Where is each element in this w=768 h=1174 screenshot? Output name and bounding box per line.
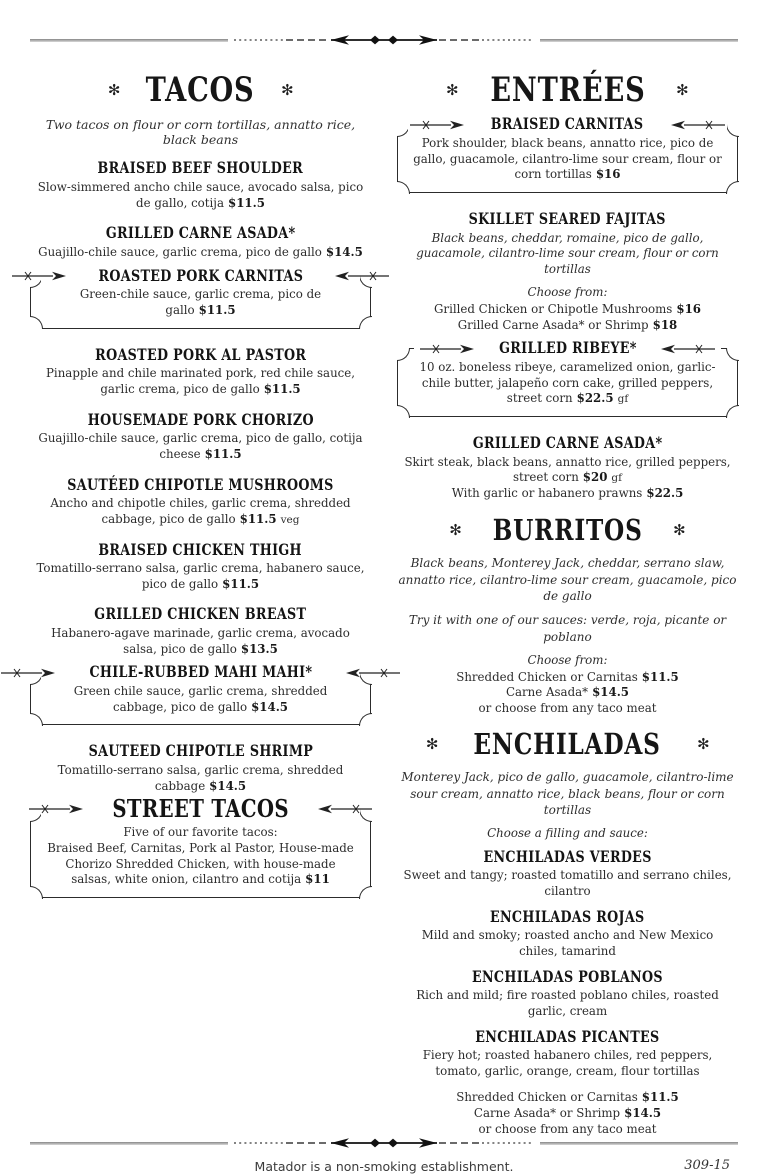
price: $14.5 [209, 778, 247, 793]
arrow-ornament-icon [671, 120, 725, 130]
section-title: BURRITOS [492, 512, 643, 547]
section-title: TACOS [146, 70, 255, 110]
item-name: ROASTED PORK CARNITAS [41, 267, 360, 285]
divider-arrows-icon [234, 34, 534, 46]
divider-line [540, 1142, 738, 1145]
item-option: Shredded Chicken or Carnitas $11.5 [456, 1089, 679, 1104]
arrow-ornament-icon [29, 804, 83, 814]
item-name: BRAISED CHICKEN THIGH [98, 539, 303, 559]
fleuron-icon: ✻ [107, 81, 121, 100]
burritos-heading [397, 512, 738, 547]
price: $14.5 [624, 1105, 662, 1120]
item-desc: Mild and smoky; roasted ancho and New Mexico chiles, tamarind [421, 928, 714, 959]
item-name: ENCHILADAS POBLANOS [472, 967, 663, 987]
item-desc: Five of our favorite tacos: [123, 825, 278, 840]
corner-notch [359, 713, 372, 726]
arrow-ornament-icon [318, 804, 372, 814]
item-desc: Guajillo-chile sauce, garlic crema, pico de gallo, cotija cheese $11.5 [38, 430, 363, 461]
arrow-ornament-icon [346, 668, 400, 678]
price: $22.5 [646, 486, 684, 501]
price: $16 [676, 301, 701, 316]
item-name: ENCHILADAS PICANTES [475, 1027, 660, 1046]
menu-item [30, 346, 371, 398]
price: $18 [652, 317, 678, 332]
item-desc: Braised Beef, Carnitas, Pork al Pastor, House-made Chorizo Shredded Chicken, with house-made salsas, white onion, cilantro and cotija $11 [47, 840, 354, 887]
price: $11.5 [204, 446, 242, 461]
corner-notch [726, 181, 739, 194]
price: $11.5 [263, 381, 301, 396]
fleuron-icon: ✻ [449, 521, 462, 540]
menu-item [30, 476, 371, 528]
item-name: GRILLED CARNE ASADA* [472, 433, 663, 453]
diet-tag: gf [611, 472, 623, 485]
price: $22.5 [576, 391, 614, 406]
enchilada-variant [397, 968, 738, 1020]
item-desc: With garlic or habanero prawns $22.5 [451, 486, 684, 501]
arrow-ornament-icon [1, 668, 55, 678]
item-desc: Guajillo-chile sauce, garlic crema, pico de gallo $14.5 [38, 244, 363, 259]
item-option: Carne Asada* or Shrimp $14.5 [473, 1105, 662, 1120]
item-desc: Ancho and chipotle chiles, garlic crema, shredded cabbage, pico de gallo $11.5 veg [50, 495, 351, 526]
burritos-sauces: Try it with one of our sauces: verde, roja, picante or poblano [408, 613, 727, 644]
price: $11.5 [641, 1089, 679, 1104]
item-option: or choose from any taco meat [478, 701, 657, 716]
price: $20 [582, 470, 608, 485]
item-desc: Tomatillo-serrano salsa, garlic crema, shredded cabbage $14.5 [57, 762, 344, 793]
section-title: ENCHILADAS [473, 726, 662, 761]
menu-item-featured [30, 265, 371, 329]
choose-label: Choose from: [527, 284, 608, 299]
menu-item [30, 224, 371, 260]
item-desc: Skirt steak, black beans, annatto rice, grilled peppers, street corn $20 gf [404, 454, 731, 485]
item-name: BRAISED CARNITAS [408, 115, 727, 133]
corner-notch [726, 405, 739, 418]
enchilada-variant [397, 908, 738, 960]
divider-line [30, 39, 228, 42]
divider-arrows-icon [234, 1137, 534, 1149]
price: $14.5 [251, 699, 289, 714]
menu-item [30, 541, 371, 593]
right-column [397, 70, 738, 1137]
burritos-desc: Black beans, Monterey Jack, cheddar, serrano slaw, annatto rice, cilantro-lime sour cream, guacamole, pico de gallo [398, 555, 737, 604]
menu-code: 309-15 [684, 1158, 730, 1174]
arrow-ornament-icon [661, 344, 715, 354]
item-option: or choose from any taco meat [478, 1121, 657, 1136]
menu-item-featured [397, 338, 738, 417]
item-name: SKILLET SEARED FAJITAS [468, 209, 667, 229]
item-desc: Green-chile sauce, garlic crema, pico de gallo $11.5 [79, 286, 322, 317]
corner-notch [726, 124, 739, 137]
item-option: Shredded Chicken or Carnitas $11.5 [456, 669, 679, 684]
corner-notch [359, 886, 372, 899]
item-option: Carne Asada* $14.5 [505, 685, 630, 700]
menu-item [30, 742, 371, 794]
tacos-section [30, 70, 371, 1137]
choose-label: Choose from: [527, 652, 608, 667]
arrow-ornament-icon [410, 120, 464, 130]
fleuron-icon: ✻ [425, 735, 439, 754]
item-desc: Sweet and tangy; roasted tomatillo and serrano chiles, cilantro [403, 868, 732, 899]
price: $11.5 [227, 195, 265, 210]
price: $11.5 [198, 302, 236, 317]
item-name: SAUTÉED CHIPOTLE MUSHROOMS [67, 474, 334, 494]
item-name: ROASTED PORK AL PASTOR [94, 344, 307, 364]
corner-notch [726, 348, 739, 361]
fleuron-icon: ✻ [676, 81, 690, 100]
item-desc: Fiery hot; roasted habanero chiles, red peppers, tomato, garlic, orange, cream, flour tortillas [422, 1048, 713, 1079]
price: $14.5 [592, 685, 630, 700]
item-desc: 10 oz. boneless ribeye, caramelized onion, garlic-chile butter, jalapeño corn cake, grilled peppers, street corn $22.5 gf [419, 359, 716, 406]
enchiladas-options [397, 1090, 738, 1137]
menu-item [30, 411, 371, 463]
menu-item [397, 434, 738, 502]
enchiladas-desc: Monterey Jack, pico de gallo, guacamole, cilantro-lime sour cream, annatto rice, black beans, flour or corn tortillas [401, 769, 734, 818]
item-name: GRILLED CHICKEN BREAST [94, 604, 307, 624]
arrow-ornament-icon [335, 271, 389, 281]
tacos-subtitle: Two tacos on flour or corn tortillas, annatto rice, black beans [45, 117, 356, 148]
item-name: BRAISED BEEF SHOULDER [97, 158, 304, 178]
item-name: STREET TACOS [41, 795, 360, 823]
menu-item [30, 605, 371, 657]
arrow-ornament-icon [420, 344, 474, 354]
top-divider [30, 34, 738, 46]
enchilada-variant [397, 848, 738, 900]
price: $11.5 [641, 669, 679, 684]
item-name: GRILLED RIBEYE* [414, 339, 722, 357]
item-desc: Pork shoulder, black beans, annatto rice, pico de gallo, guacamole, cilantro-lime sour cream, flour or corn tortillas $16 [413, 135, 722, 182]
item-name: GRILLED CARNE ASADA* [105, 223, 296, 243]
item-desc: Pinapple and chile marinated pork, red chile sauce, garlic crema, pico de gallo $11.5 [45, 365, 356, 396]
arrow-ornament-icon [12, 271, 66, 281]
item-desc: Black beans, cheddar, romaine, pico de gallo, guacamole, cilantro-lime sour cream, flour or corn tortillas [416, 230, 719, 277]
fleuron-icon: ✻ [673, 521, 686, 540]
menu-item-featured [30, 794, 371, 898]
price: $16 [595, 167, 621, 182]
entrees-heading [397, 72, 738, 109]
item-option: Grilled Carne Asada* or Shrimp $18 [457, 317, 678, 332]
item-desc: Habanero-agave marinade, garlic crema, avocado salsa, pico de gallo $13.5 [51, 625, 350, 656]
item-option: Grilled Chicken or Chipotle Mushrooms $16 [434, 301, 701, 316]
item-desc: Tomatillo-serrano salsa, garlic crema, habanero sauce, pico de gallo $11.5 [36, 560, 365, 591]
item-desc: Slow-simmered ancho chile sauce, avocado salsa, pico de gallo, cotija $11.5 [37, 179, 364, 210]
item-name: ENCHILADAS VERDES [483, 847, 652, 867]
item-name: CHILE-RUBBED MAHI MAHI* [41, 663, 360, 681]
enchiladas-section [397, 726, 738, 1137]
price: $11.5 [239, 511, 277, 526]
enchiladas-heading [397, 726, 738, 761]
bottom-divider [30, 1137, 738, 1149]
burritos-section [397, 512, 738, 717]
corner-notch [359, 316, 372, 329]
enchilada-variant [397, 1028, 738, 1080]
price: $13.5 [240, 641, 278, 656]
fleuron-icon: ✻ [696, 735, 710, 754]
item-desc: Green chile sauce, garlic crema, shredded cabbage, pico de gallo $14.5 [73, 683, 328, 714]
item-name: ENCHILADAS ROJAS [490, 907, 645, 927]
menu-item-featured [397, 114, 738, 193]
price: $11 [305, 872, 330, 887]
non-smoking-note: Matador is a non-smoking establishment. [254, 1159, 514, 1174]
item-name: HOUSEMADE PORK CHORIZO [87, 409, 314, 429]
divider-line [540, 39, 738, 42]
diet-tag: veg [280, 513, 300, 526]
item-desc: Rich and mild; fire roasted poblano chiles, roasted garlic, cream [416, 988, 719, 1019]
fleuron-icon: ✻ [280, 81, 294, 100]
menu-item [397, 210, 738, 333]
fleuron-icon: ✻ [445, 81, 459, 100]
menu-item [30, 159, 371, 211]
price: $14.5 [325, 244, 363, 259]
tacos-heading [30, 72, 371, 109]
divider-line [30, 1142, 228, 1145]
section-title: ENTRÉES [489, 70, 646, 110]
price: $11.5 [222, 576, 260, 591]
item-name: SAUTEED CHIPOTLE SHRIMP [88, 741, 313, 761]
choose-label: Choose a filling and sauce: [487, 826, 648, 841]
diet-tag: gf [617, 393, 629, 406]
menu-item-featured [30, 662, 371, 725]
